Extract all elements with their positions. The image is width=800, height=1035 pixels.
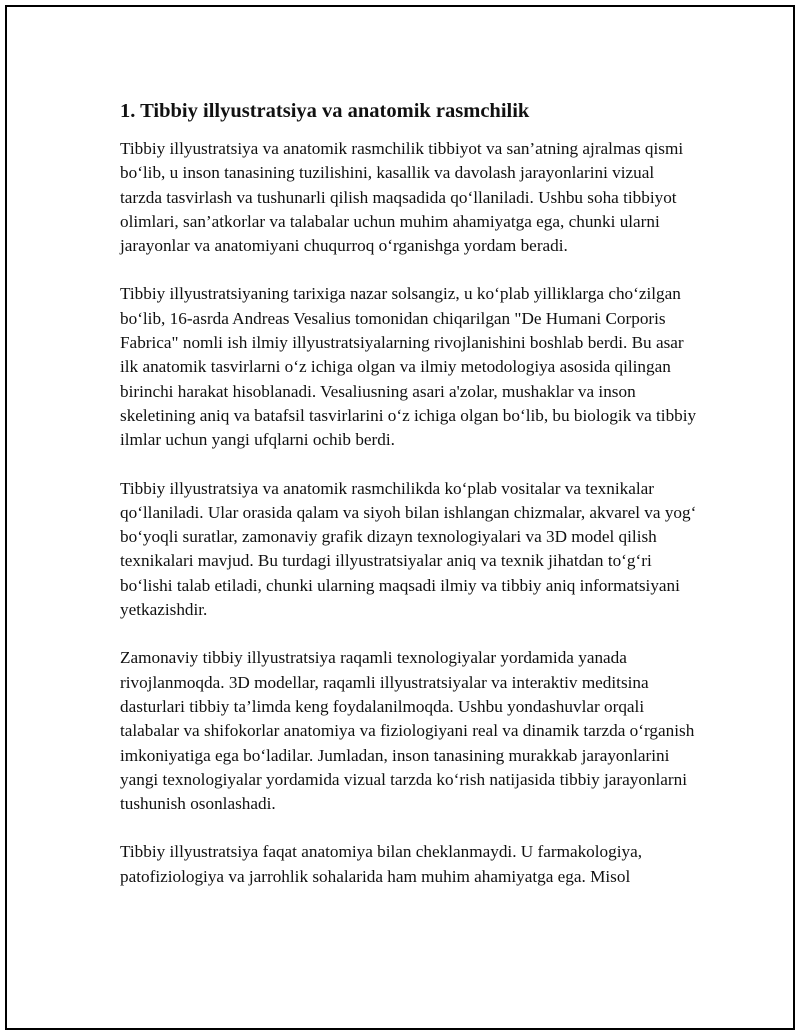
document-body — [120, 97, 700, 913]
page-frame — [5, 5, 795, 1030]
paragraph-5: Tibbiy illyustratsiya faqat anatomiya bilan cheklanmaydi. U farmakologiya, patofiziologiya va jarrohlik sohalarida ham muhim ahamiyatga ega. Misol — [120, 842, 643, 886]
paragraph-4: Zamonaviy tibbiy illyustratsiya raqamli texnologiyalar yordamida yanada rivojlanmoqda. 3D modellar, raqamli illyustratsiyalar va interaktiv meditsina dasturlari tibbiy ta’limda keng foydalanilmoqda. Ushbu yondashuvlar orqali talabalar va shifokorlar anatomiya va fiziologiyani real va dinamik tarzda o‘rganish imkoniyatiga ega bo‘ladilar. Jumladan, inson tanasining murakkab jarayonlarini yangi texnologiyalar yordamida vizual tarzda ko‘rish natijasida tibbiy jarayonlarni tushunish osonlashadi. — [120, 648, 695, 814]
paragraph-1: Tibbiy illyustratsiya va anatomik rasmchilik tibbiyot va san’atning ajralmas qismi bo‘lib, u inson tanasining tuzilishini, kasallik va davolash jarayonlarini vizual tarzda tasvirlash va tushunarli qilish maqsadida qo‘llaniladi. Ushbu soha tibbiyot olimlari, san’atkorlar va talabalar uchun muhim ahamiyatga ega, chunki ularni jarayonlar va anatomiyani chuqurroq o‘rganishga yordam beradi. — [120, 139, 684, 256]
paragraph-2: Tibbiy illyustratsiyaning tarixiga nazar solsangiz, u ko‘plab yilliklarga cho‘zilgan bo‘lib, 16-asrda Andreas Vesalius tomonidan chiqarilgan "De Humani Corporis Fabrica" nomli ish ilmiy illyustratsiyalarning rivojlanishini boshlab berdi. Bu asar ilk anatomik tasvirlarni o‘z ichiga olgan va ilmiy metodologiya asosida qilingan birinchi harakat hisoblanadi. Vesaliusning asari a'zolar, mushaklar va inson skeletining aniq va batafsil tasvirlarini o‘z ichiga olgan bo‘lib, bu biologik va tibbiy ilmlar uchun yangi ufqlarni ochib berdi. — [120, 284, 697, 450]
paragraph-3: Tibbiy illyustratsiya va anatomik rasmchilikda ko‘plab vositalar va texnikalar qo‘llaniladi. Ular orasida qalam va siyoh bilan ishlangan chizmalar, akvarel va yog‘ bo‘yoqli suratlar, zamonaviy grafik dizayn texnologiyalari va 3D model qilish texnikalari mavjud. Bu turdagi illyustratsiyalar aniq va texnik jihatdan to‘g‘ri bo‘lishi talab etiladi, chunki ularning maqsadi ilmiy va tibbiy aniq informatsiyani yetkazishdir. — [120, 478, 697, 620]
section-heading: 1. Tibbiy illyustratsiya va anatomik rasmchilik — [120, 100, 530, 122]
